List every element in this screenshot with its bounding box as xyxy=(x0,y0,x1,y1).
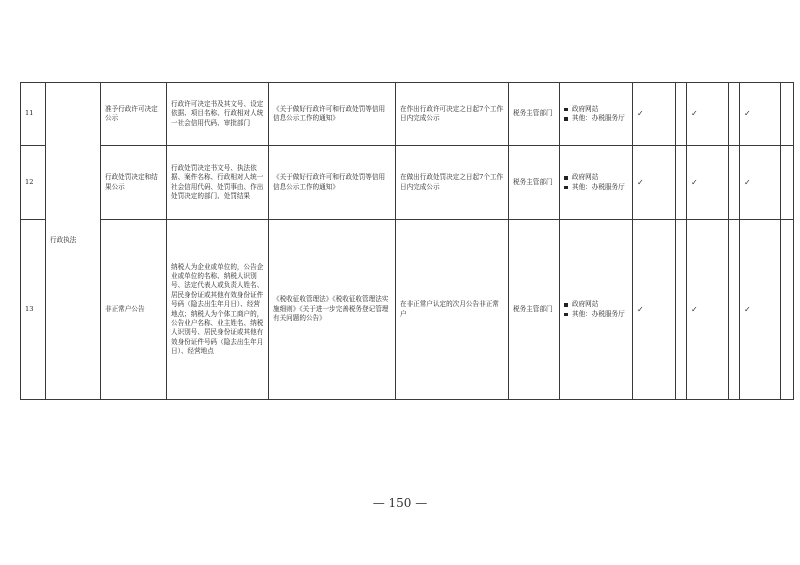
check-cell xyxy=(687,220,729,400)
disclosure-body: 税务主管部门 xyxy=(509,220,560,400)
channel-item: 政府网站 xyxy=(564,173,628,182)
disclosure-channels xyxy=(560,146,633,220)
check-cell xyxy=(781,146,794,220)
item-name: 行政处罚决定和结果公示 xyxy=(101,146,167,220)
check-cell xyxy=(633,83,676,146)
page-number: — 150 — xyxy=(372,496,428,510)
check-cell xyxy=(687,146,729,220)
checkmark-icon: ✓ xyxy=(637,304,644,314)
checkmark-icon: ✓ xyxy=(691,109,698,119)
channel-item: 政府网站 xyxy=(564,300,628,309)
check-cell xyxy=(781,83,794,146)
check-cell xyxy=(633,220,676,400)
check-cell xyxy=(740,83,781,146)
disclosure-channels xyxy=(560,83,633,146)
channel-item: 政府网站 xyxy=(564,105,628,114)
checkmark-icon: ✓ xyxy=(691,177,698,187)
row-number: 12 xyxy=(21,146,46,220)
channel-item: 其他：办税服务厅 xyxy=(564,310,628,319)
row-number: 13 xyxy=(21,220,46,400)
check-cell xyxy=(740,220,781,400)
category-cell: 行政执法 xyxy=(46,83,101,400)
disclosure-channels xyxy=(560,220,633,400)
check-cell xyxy=(729,146,740,220)
disclosure-timeframe: 在做出行政处罚决定之日起7个工作日内完成公示 xyxy=(396,146,509,220)
table-row xyxy=(21,83,794,146)
disclosure-basis: 《税收征收管理法》《税收征收管理法实施细则》《关于进一步完善税务登记管理有关问题的公告》 xyxy=(269,220,396,400)
disclosure-table xyxy=(20,82,794,400)
check-cell xyxy=(676,220,687,400)
disclosure-timeframe: 在非正常户认定的次月公告非正常户 xyxy=(396,220,509,400)
table-row xyxy=(21,220,794,400)
disclosure-body: 税务主管部门 xyxy=(509,83,560,146)
item-name: 准予行政许可决定公示 xyxy=(101,83,167,146)
check-cell xyxy=(676,146,687,220)
disclosure-basis: 《关于做好行政许可和行政处罚等信用信息公示工作的通知》 xyxy=(269,146,396,220)
channel-item: 其他：办税服务厅 xyxy=(564,183,628,192)
check-cell xyxy=(633,146,676,220)
item-name: 非正常户公告 xyxy=(101,220,167,400)
checkmark-icon: ✓ xyxy=(691,304,698,314)
check-cell xyxy=(676,83,687,146)
row-number: 11 xyxy=(21,83,46,146)
checkmark-icon: ✓ xyxy=(637,177,644,187)
table-row xyxy=(21,146,794,220)
check-cell xyxy=(740,146,781,220)
disclosure-body: 税务主管部门 xyxy=(509,146,560,220)
disclosure-content: 行政许可决定书及其文号、设定依据、项目名称、行政相对人统一社会信用代码、审批部门 xyxy=(167,83,269,146)
disclosure-content: 纳税人为企业或单位的，公告企业或单位的名称、纳税人识别号、法定代表人或负责人姓名、居民身份证或其他有效身份证件号码（隐去出生年月日）、经营地点；纳税人为个体工商户的，公告业户名称、业主姓名、纳税人识别号、居民身份证或其他有效身份证件号码（隐去出生年月日）、经营地点 xyxy=(167,220,269,400)
disclosure-timeframe: 在作出行政许可决定之日起7个工作日内完成公示 xyxy=(396,83,509,146)
check-cell xyxy=(729,83,740,146)
check-cell xyxy=(687,83,729,146)
channel-item: 其他：办税服务厅 xyxy=(564,114,628,123)
check-cell xyxy=(729,220,740,400)
check-cell xyxy=(781,220,794,400)
checkmark-icon: ✓ xyxy=(637,109,644,119)
disclosure-content: 行政处罚决定书文号、执法依据、案件名称、行政相对人统一社会信用代码、处罚事由、作出处罚决定的部门、处罚结果 xyxy=(167,146,269,220)
checkmark-icon: ✓ xyxy=(744,177,751,187)
checkmark-icon: ✓ xyxy=(744,304,751,314)
disclosure-basis: 《关于做好行政许可和行政处罚等信用信息公示工作的通知》 xyxy=(269,83,396,146)
checkmark-icon: ✓ xyxy=(744,109,751,119)
